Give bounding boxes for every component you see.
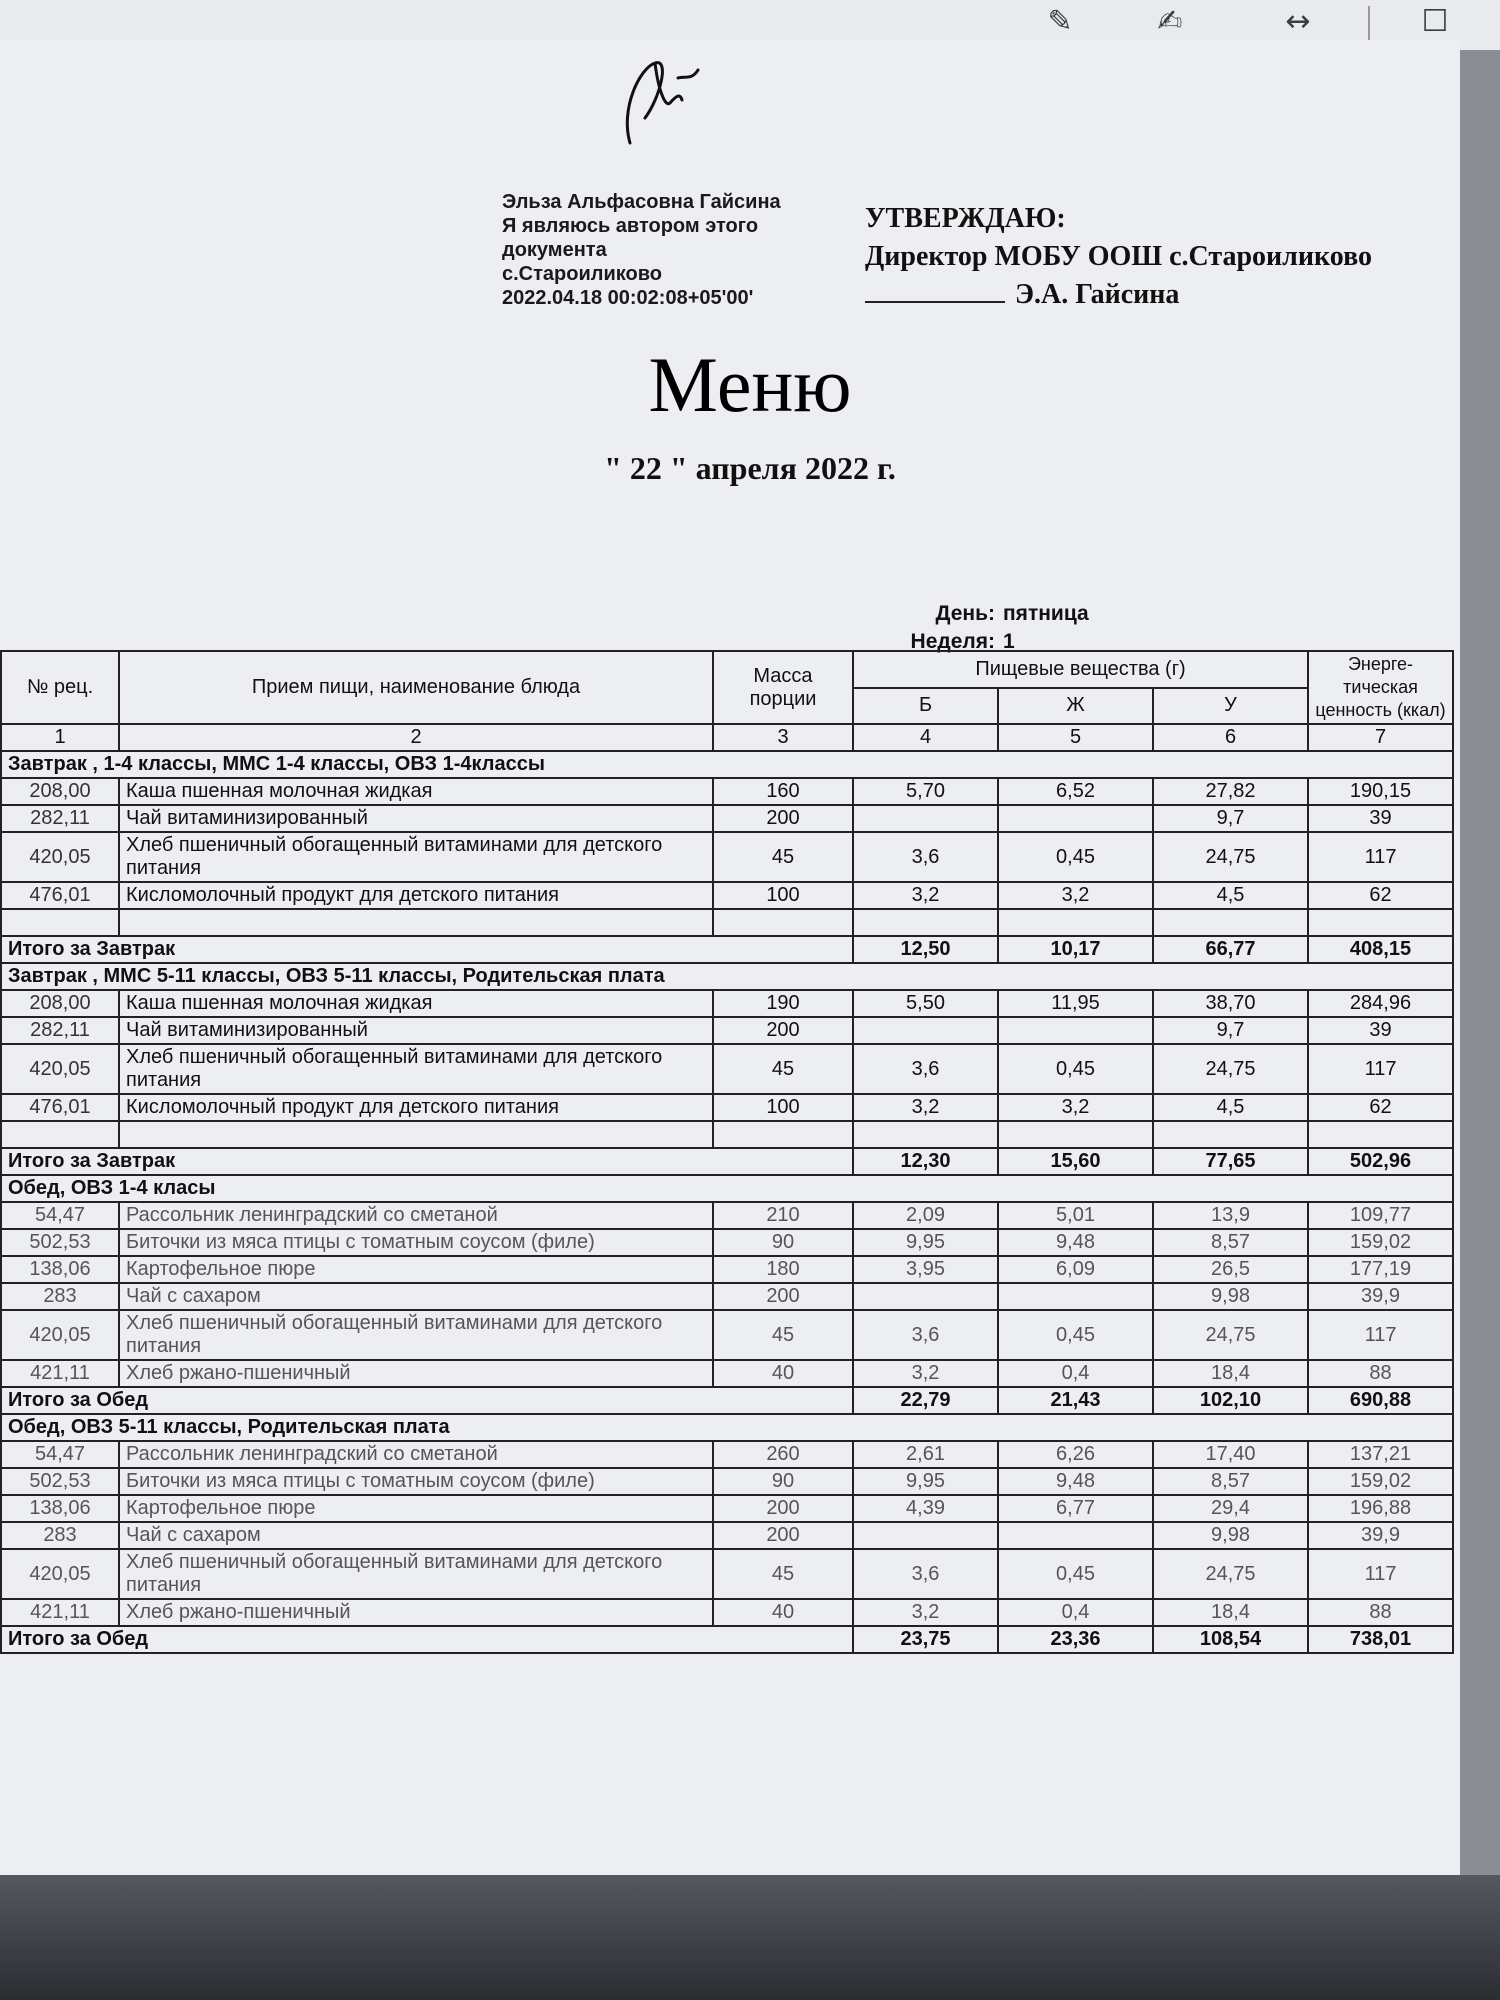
dish-name: Хлеб ржано-пшеничный: [119, 1599, 713, 1626]
recipe-code: 476,01: [1, 882, 119, 909]
dish-name: Биточки из мяса птицы с томатным соусом (филе): [119, 1468, 713, 1495]
table-row: [1, 990, 1453, 1017]
dish-name: Кисломолочный продукт для детского питания: [119, 882, 713, 909]
fat-value: 9,48: [998, 1468, 1153, 1495]
table-row: [1, 1495, 1453, 1522]
energy-value: 117: [1308, 1044, 1453, 1094]
energy-value: 284,96: [1308, 990, 1453, 1017]
empty-cell: [1, 909, 119, 936]
header-energy: Энерге-тическая ценность (ккал): [1308, 651, 1453, 724]
total-row: [1, 1626, 1453, 1653]
carb-value: 18,4: [1153, 1599, 1308, 1626]
section-title: Завтрак , 1-4 классы, ММС 1-4 классы, ОВЗ 1-4классы: [1, 751, 1453, 778]
header-nutrients: Пищевые вещества (г): [853, 651, 1308, 688]
energy-value: 39,9: [1308, 1522, 1453, 1549]
fat-value: 3,2: [998, 1094, 1153, 1121]
energy-value: 62: [1308, 882, 1453, 909]
empty-row: [1, 909, 1453, 936]
energy-value: 159,02: [1308, 1229, 1453, 1256]
empty-cell: [119, 1121, 713, 1148]
recipe-code: 208,00: [1, 778, 119, 805]
carb-value: 9,7: [1153, 1017, 1308, 1044]
menu-table-body: [1, 751, 1453, 1653]
total-fat: 23,36: [998, 1626, 1153, 1653]
recipe-code: 502,53: [1, 1229, 119, 1256]
document-page: [0, 40, 1460, 1875]
carb-value: 24,75: [1153, 1549, 1308, 1599]
total-energy: 690,88: [1308, 1387, 1453, 1414]
portion-mass: 180: [713, 1256, 853, 1283]
empty-cell: [853, 909, 998, 936]
empty-cell: [1, 1121, 119, 1148]
portion-mass: 90: [713, 1229, 853, 1256]
portion-mass: 200: [713, 1283, 853, 1310]
energy-value: 117: [1308, 1549, 1453, 1599]
fat-value: 0,45: [998, 832, 1153, 882]
colnum-2: 2: [119, 724, 713, 751]
total-fat: 10,17: [998, 936, 1153, 963]
energy-value: 117: [1308, 832, 1453, 882]
energy-value: 117: [1308, 1310, 1453, 1360]
protein-value: 3,2: [853, 1360, 998, 1387]
total-energy: 408,15: [1308, 936, 1453, 963]
dish-name: Чай с сахаром: [119, 1283, 713, 1310]
total-protein: 12,30: [853, 1148, 998, 1175]
table-row: [1, 1044, 1453, 1094]
annotate-icon[interactable]: ✍: [1157, 4, 1183, 39]
carb-value: 24,75: [1153, 1310, 1308, 1360]
portion-mass: 190: [713, 990, 853, 1017]
total-fat: 21,43: [998, 1387, 1153, 1414]
total-row: [1, 1148, 1453, 1175]
protein-value: [853, 1017, 998, 1044]
pen-icon[interactable]: ✎: [1047, 4, 1073, 39]
protein-value: 3,2: [853, 882, 998, 909]
portion-mass: 160: [713, 778, 853, 805]
carb-value: 38,70: [1153, 990, 1308, 1017]
fat-value: 0,45: [998, 1310, 1153, 1360]
energy-value: 137,21: [1308, 1441, 1453, 1468]
recipe-code: 420,05: [1, 832, 119, 882]
protein-value: 5,70: [853, 778, 998, 805]
empty-cell: [713, 909, 853, 936]
esign-timestamp: 2022.04.18 00:02:08+05'00': [502, 287, 754, 309]
recipe-code: 420,05: [1, 1549, 119, 1599]
monitor-bezel: [0, 1875, 1500, 2000]
table-row: [1, 1468, 1453, 1495]
header-b: Б: [853, 688, 998, 725]
protein-value: 3,95: [853, 1256, 998, 1283]
empty-cell: [1153, 909, 1308, 936]
carb-value: 13,9: [1153, 1202, 1308, 1229]
table-row: [1, 805, 1453, 832]
protein-value: 3,2: [853, 1094, 998, 1121]
recipe-code: 282,11: [1, 805, 119, 832]
colnum-3: 3: [713, 724, 853, 751]
empty-row: [1, 1121, 1453, 1148]
dish-name: Чай с сахаром: [119, 1522, 713, 1549]
protein-value: [853, 1522, 998, 1549]
fat-value: 6,52: [998, 778, 1153, 805]
protein-value: 2,09: [853, 1202, 998, 1229]
approval-block: [865, 200, 1425, 314]
recipe-code: 54,47: [1, 1441, 119, 1468]
portion-mass: 200: [713, 1495, 853, 1522]
protein-value: 9,95: [853, 1468, 998, 1495]
carb-value: 8,57: [1153, 1468, 1308, 1495]
esign-line1: Я являюсь автором этого: [502, 215, 759, 237]
esign-place: с.Староиликово: [502, 263, 662, 285]
section-title: Обед, ОВЗ 5-11 классы, Родительская плата: [1, 1414, 1453, 1441]
portion-mass: 90: [713, 1468, 853, 1495]
empty-cell: [853, 1121, 998, 1148]
energy-value: 39: [1308, 805, 1453, 832]
table-row: [1, 1017, 1453, 1044]
total-label: Итого за Завтрак: [1, 1148, 853, 1175]
day-info: [895, 600, 1089, 656]
day-label: День:: [935, 602, 995, 625]
protein-value: 9,95: [853, 1229, 998, 1256]
recipe-code: 283: [1, 1522, 119, 1549]
fat-value: 0,45: [998, 1549, 1153, 1599]
carb-value: 24,75: [1153, 1044, 1308, 1094]
dish-name: Кисломолочный продукт для детского питания: [119, 1094, 713, 1121]
portion-mass: 210: [713, 1202, 853, 1229]
protein-value: 3,6: [853, 1310, 998, 1360]
carb-value: 4,5: [1153, 882, 1308, 909]
carb-value: 17,40: [1153, 1441, 1308, 1468]
fat-value: 6,09: [998, 1256, 1153, 1283]
carb-value: 9,98: [1153, 1522, 1308, 1549]
total-fat: 15,60: [998, 1148, 1153, 1175]
section-title: Обед, ОВЗ 1-4 класы: [1, 1175, 1453, 1202]
recipe-code: 138,06: [1, 1256, 119, 1283]
table-row: [1, 1256, 1453, 1283]
protein-value: 3,6: [853, 1044, 998, 1094]
section-title: Завтрак , ММС 5-11 классы, ОВЗ 5-11 классы, Родительская плата: [1, 963, 1453, 990]
portion-mass: 260: [713, 1441, 853, 1468]
fat-value: 0,4: [998, 1360, 1153, 1387]
carb-value: 9,7: [1153, 805, 1308, 832]
recipe-code: 138,06: [1, 1495, 119, 1522]
portion-mass: 100: [713, 882, 853, 909]
energy-value: 88: [1308, 1599, 1453, 1626]
week-label: Неделя:: [910, 630, 995, 653]
colnum-4: 4: [853, 724, 998, 751]
fat-value: 6,26: [998, 1441, 1153, 1468]
table-row: [1, 1202, 1453, 1229]
dish-name: Чай витаминизированный: [119, 1017, 713, 1044]
carb-value: 9,98: [1153, 1283, 1308, 1310]
header-mass: Масса порции: [713, 651, 853, 724]
fat-value: 0,4: [998, 1599, 1153, 1626]
energy-value: 159,02: [1308, 1468, 1453, 1495]
day-value: пятница: [1003, 602, 1089, 625]
carb-value: 18,4: [1153, 1360, 1308, 1387]
colnum-6: 6: [1153, 724, 1308, 751]
approval-signer: Э.А. Гайсина: [1015, 279, 1180, 310]
table-row: [1, 778, 1453, 805]
table-row: [1, 1599, 1453, 1626]
fat-value: [998, 1283, 1153, 1310]
total-row: [1, 936, 1453, 963]
recipe-code: 282,11: [1, 1017, 119, 1044]
empty-cell: [1308, 909, 1453, 936]
table-row: [1, 1549, 1453, 1599]
menu-date: " 22 " апреля 2022 г.: [604, 450, 896, 486]
dish-name: Хлеб пшеничный обогащенный витаминами для детского питания: [119, 1044, 713, 1094]
table-row: [1, 1283, 1453, 1310]
energy-value: 88: [1308, 1360, 1453, 1387]
fit-width-icon[interactable]: ↔: [1285, 4, 1311, 39]
dish-name: Каша пшенная молочная жидкая: [119, 778, 713, 805]
portion-mass: 45: [713, 1310, 853, 1360]
protein-value: [853, 805, 998, 832]
portion-mass: 45: [713, 1044, 853, 1094]
electronic-signature-block: [502, 190, 842, 310]
recipe-code: 420,05: [1, 1310, 119, 1360]
recipe-code: 476,01: [1, 1094, 119, 1121]
dish-name: Чай витаминизированный: [119, 805, 713, 832]
total-label: Итого за Обед: [1, 1387, 853, 1414]
energy-value: 39,9: [1308, 1283, 1453, 1310]
total-carb: 102,10: [1153, 1387, 1308, 1414]
total-energy: 502,96: [1308, 1148, 1453, 1175]
energy-value: 196,88: [1308, 1495, 1453, 1522]
header-u: У: [1153, 688, 1308, 725]
recipe-code: 421,11: [1, 1360, 119, 1387]
esign-line2: документа: [502, 239, 607, 261]
portion-mass: 200: [713, 1522, 853, 1549]
section-header-row: [1, 1414, 1453, 1441]
portion-mass: 200: [713, 805, 853, 832]
portion-mass: 40: [713, 1599, 853, 1626]
fat-value: 11,95: [998, 990, 1153, 1017]
protein-value: 4,39: [853, 1495, 998, 1522]
recipe-code: 283: [1, 1283, 119, 1310]
portion-mass: 45: [713, 1549, 853, 1599]
colnum-5: 5: [998, 724, 1153, 751]
total-carb: 108,54: [1153, 1626, 1308, 1653]
dish-name: Биточки из мяса птицы с томатным соусом (филе): [119, 1229, 713, 1256]
recipe-code: 420,05: [1, 1044, 119, 1094]
table-row: [1, 1094, 1453, 1121]
portion-mass: 100: [713, 1094, 853, 1121]
handwritten-signature: [610, 48, 730, 158]
section-header-row: [1, 963, 1453, 990]
section-header-row: [1, 1175, 1453, 1202]
portion-mass: 45: [713, 832, 853, 882]
total-row: [1, 1387, 1453, 1414]
page-view-icon[interactable]: ☐: [1421, 4, 1449, 39]
total-protein: 23,75: [853, 1626, 998, 1653]
menu-table: [0, 650, 1454, 1654]
header-dish: Прием пищи, наименование блюда: [119, 651, 713, 724]
energy-value: 190,15: [1308, 778, 1453, 805]
total-protein: 22,79: [853, 1387, 998, 1414]
carb-value: 27,82: [1153, 778, 1308, 805]
energy-value: 177,19: [1308, 1256, 1453, 1283]
dish-name: Картофельное пюре: [119, 1495, 713, 1522]
toolbar-divider: [1368, 6, 1370, 40]
esign-name: Эльза Альфасовна Гайсина: [502, 191, 781, 213]
dish-name: Каша пшенная молочная жидкая: [119, 990, 713, 1017]
approval-signer-line: [865, 276, 1425, 314]
fat-value: [998, 805, 1153, 832]
fat-value: 6,77: [998, 1495, 1153, 1522]
approval-position: Директор МОБУ ООШ с.Староиликово: [865, 241, 1372, 272]
energy-value: 39: [1308, 1017, 1453, 1044]
table-row: [1, 832, 1453, 882]
energy-value: 62: [1308, 1094, 1453, 1121]
empty-cell: [119, 909, 713, 936]
energy-value: 109,77: [1308, 1202, 1453, 1229]
dish-name: Хлеб ржано-пшеничный: [119, 1360, 713, 1387]
fat-value: 9,48: [998, 1229, 1153, 1256]
recipe-code: 54,47: [1, 1202, 119, 1229]
fat-value: 3,2: [998, 882, 1153, 909]
fat-value: 0,45: [998, 1044, 1153, 1094]
dish-name: Хлеб пшеничный обогащенный витаминами для детского питания: [119, 832, 713, 882]
fat-value: [998, 1017, 1153, 1044]
approval-heading: УТВЕРЖДАЮ:: [865, 203, 1066, 234]
empty-cell: [1153, 1121, 1308, 1148]
recipe-code: 208,00: [1, 990, 119, 1017]
total-carb: 66,77: [1153, 936, 1308, 963]
recipe-code: 421,11: [1, 1599, 119, 1626]
dish-name: Хлеб пшеничный обогащенный витаминами для детского питания: [119, 1549, 713, 1599]
total-protein: 12,50: [853, 936, 998, 963]
empty-cell: [713, 1121, 853, 1148]
carb-value: 8,57: [1153, 1229, 1308, 1256]
total-label: Итого за Завтрак: [1, 936, 853, 963]
recipe-code: 502,53: [1, 1468, 119, 1495]
carb-value: 26,5: [1153, 1256, 1308, 1283]
protein-value: 3,6: [853, 832, 998, 882]
table-row: [1, 1360, 1453, 1387]
colnum-1: 1: [1, 724, 119, 751]
table-row: [1, 1441, 1453, 1468]
carb-value: 24,75: [1153, 832, 1308, 882]
page-title: Меню: [648, 341, 852, 428]
signature-line: [865, 281, 1005, 303]
section-header-row: [1, 751, 1453, 778]
carb-value: 4,5: [1153, 1094, 1308, 1121]
table-row: [1, 1310, 1453, 1360]
total-energy: 738,01: [1308, 1626, 1453, 1653]
total-label: Итого за Обед: [1, 1626, 853, 1653]
table-row: [1, 1229, 1453, 1256]
fat-value: [998, 1522, 1153, 1549]
dish-name: Картофельное пюре: [119, 1256, 713, 1283]
total-carb: 77,65: [1153, 1148, 1308, 1175]
dish-name: Рассольник ленинградский со сметаной: [119, 1441, 713, 1468]
header-recipe: № рец.: [1, 651, 119, 724]
table-row: [1, 882, 1453, 909]
empty-cell: [998, 909, 1153, 936]
carb-value: 29,4: [1153, 1495, 1308, 1522]
header-zh: Ж: [998, 688, 1153, 725]
week-value: 1: [1003, 630, 1015, 653]
dish-name: Хлеб пшеничный обогащенный витаминами для детского питания: [119, 1310, 713, 1360]
portion-mass: 40: [713, 1360, 853, 1387]
protein-value: 3,6: [853, 1549, 998, 1599]
protein-value: 5,50: [853, 990, 998, 1017]
fat-value: 5,01: [998, 1202, 1153, 1229]
dish-name: Рассольник ленинградский со сметаной: [119, 1202, 713, 1229]
colnum-7: 7: [1308, 724, 1453, 751]
portion-mass: 200: [713, 1017, 853, 1044]
protein-value: 2,61: [853, 1441, 998, 1468]
protein-value: [853, 1283, 998, 1310]
empty-cell: [1308, 1121, 1453, 1148]
protein-value: 3,2: [853, 1599, 998, 1626]
table-row: [1, 1522, 1453, 1549]
empty-cell: [998, 1121, 1153, 1148]
